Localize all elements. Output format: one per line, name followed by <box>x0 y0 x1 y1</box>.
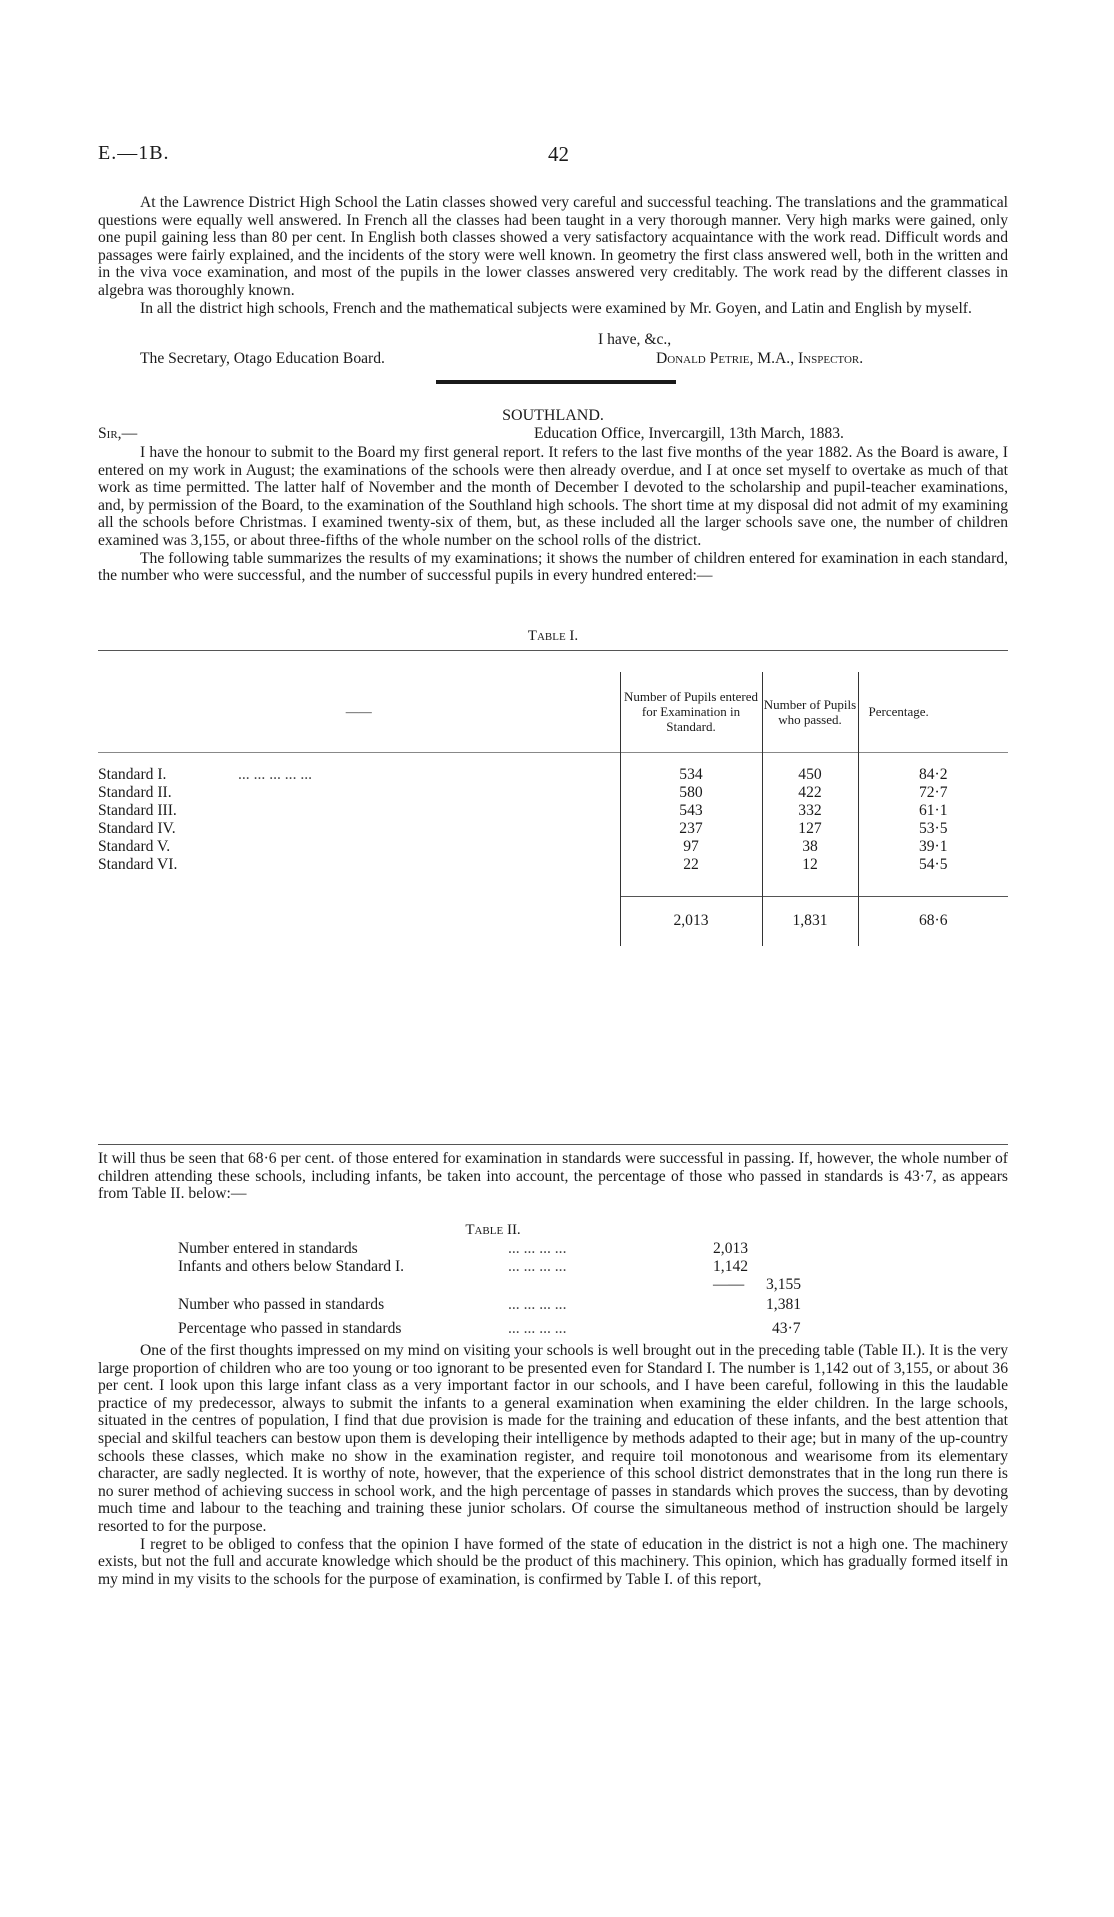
table1-bottom-rule <box>98 1144 1008 1145</box>
value-b: 3,155 <box>766 1276 802 1293</box>
table1-header-row <box>98 672 1008 752</box>
leader-dots: ... ... ... ... <box>508 1240 567 1257</box>
paragraph: The following table summarizes the results of my examinations; it shows the number of children entered for examination in each standard, the number who were successful, and the number of successful pupils in every hundred entered:— <box>98 549 1008 585</box>
paragraph: It will thus be seen that 68·6 per cent. of those entered for examination in standards were successful in passing. If, however, the whole number of children attending these schools, including infants, be taken into account, the percentage of those who passed in standards is 43·7, as appears from Table II. below:— <box>98 1150 1008 1203</box>
cell-percentage: 84·2 <box>858 766 1008 784</box>
row-label: Number who passed in standards <box>178 1296 385 1313</box>
col-header-percentage: Percentage. <box>858 672 1008 752</box>
row-label: Standard VI. <box>98 856 178 873</box>
leader-dots: ... ... ... ... <box>508 1320 567 1337</box>
table-row <box>98 766 1008 784</box>
leader-dots: ... ... ... ... <box>508 1296 567 1313</box>
addressee: The Secretary, Otago Education Board. <box>140 350 385 367</box>
salutation-line <box>98 425 1008 443</box>
cell-entered: 543 <box>620 802 762 820</box>
cell-percentage: 61·1 <box>858 802 1008 820</box>
cell-percentage: 54·5 <box>858 856 1008 874</box>
closing: I have, &c., <box>598 331 672 348</box>
row-label: Standard V. <box>98 838 171 855</box>
cell-passed: 38 <box>762 838 858 856</box>
paragraph: At the Lawrence District High School the Latin classes showed very careful and successful teaching. The translations and the grammatical questions were equally well answered. In French all the classes had been taught in a very thorough manner. Very high marks were gained, only one pupil gaining less than 80 per cent. In English both classes showed a very satisfactory acquaintance with the work read. Difficult words and passages were fairly explained, and the incidents of the story were well known. In geometry the first class answered well, both in the written and in the viva voce examination, and most of the pupils in the lower classes answered very creditably. The work read by the different classes in algebra was thoroughly known. <box>98 194 1008 299</box>
cell-percentage: 53·5 <box>858 820 1008 838</box>
cell-passed: 127 <box>762 820 858 838</box>
total-entered: 2,013 <box>620 896 762 946</box>
leader-dots: ... ... ... ... <box>508 1258 567 1275</box>
leader-dots: ... ... ... ... ... <box>238 766 313 783</box>
row-label: Standard III. <box>98 802 177 819</box>
table1-top-rule <box>98 650 1008 651</box>
cell-entered: 580 <box>620 784 762 802</box>
value-a: 1,142 <box>713 1258 749 1275</box>
table-row <box>98 838 1008 856</box>
total-percentage: 68·6 <box>858 896 1008 946</box>
after-table1 <box>98 1150 1008 1203</box>
discussion <box>98 1342 1008 1588</box>
table-row <box>98 784 1008 802</box>
table-row <box>178 1240 878 1260</box>
page-header <box>98 142 1008 170</box>
blank-header: —— <box>345 704 372 720</box>
table1 <box>98 672 1008 946</box>
salutation: Sir,— <box>98 425 138 442</box>
table-row <box>178 1320 878 1340</box>
table-row <box>178 1276 878 1296</box>
table-row <box>178 1258 878 1278</box>
cell-passed: 332 <box>762 802 858 820</box>
table-row <box>98 820 1008 838</box>
table-row <box>98 856 1008 874</box>
cell-entered: 97 <box>620 838 762 856</box>
closing-line <box>98 331 1008 349</box>
otago-report-end <box>98 194 1008 317</box>
cell-percentage: 72·7 <box>858 784 1008 802</box>
table1-totals-row <box>98 896 1008 946</box>
cell-passed: 12 <box>762 856 858 874</box>
southland-intro <box>98 444 1008 585</box>
col-header-passed: Number of Pupils who passed. <box>762 672 858 752</box>
row-label: Standard II. <box>98 784 172 801</box>
subtotal-rule: —— <box>713 1276 745 1293</box>
total-passed: 1,831 <box>762 896 858 946</box>
cell-percentage: 39·1 <box>858 838 1008 856</box>
table-row <box>98 802 1008 820</box>
table1-caption: Table I. <box>527 628 579 644</box>
signature-line <box>98 350 1008 368</box>
value-a: 2,013 <box>713 1240 749 1257</box>
row-label: Standard IV. <box>98 820 176 837</box>
paragraph: One of the first thoughts impressed on my mind on visiting your schools is well brought out in the preceding table (Table II.). It is the very large proportion of children who are too young or too ignorant to be presented even for Standard I. The number is 1,142 out of 3,155, or about 36 per cent. I look upon this large infant class as a very important factor in our schools, and I have been careful, following in this the laudable practice of my predecessor, always to submit the infants to a general examination when examining the elder children. In the large schools, situated in the centres of population, I find that due provision is made for the training and education of these infants, and the best attention that special and skilful teachers can bestow upon them is developing their intelligence by methods adapted to their age; but in many of the up-country schools these classes, which make no show in the examination register, and require toil monotonous and wearisome from its elementary character, are sadly neglected. It is worthy of note, however, that the experience of this school district demonstrates that in the long run there is no surer method of achieving success in school work, and the high percentage of passes in standards which proves the success, than by devoting much time and labour to the teaching and training these junior scholars. Of course the simultaneous method of instruction should be largely resorted to for the purpose. <box>98 1342 1008 1535</box>
report-code: E.—1B. <box>98 142 170 164</box>
cell-entered: 22 <box>620 856 762 874</box>
row-label: Standard I. <box>98 766 167 783</box>
row-label: Infants and others below Standard I. <box>178 1258 405 1275</box>
row-label: Number entered in standards <box>178 1240 358 1257</box>
cell-passed: 422 <box>762 784 858 802</box>
value-b: 43·7 <box>772 1320 801 1337</box>
value-b: 1,381 <box>766 1296 802 1313</box>
paragraph: I have the honour to submit to the Board my first general report. It refers to the last five months of the year 1882. As the Board is aware, I entered on my work in August; the examinations of the schools were then already overdue, and I at once set myself to overtake as much of that work as time permitted. The latter half of November and the month of December I devoted to the scholarship and pupil-teacher examinations, and, by permission of the Board, to the examination of the Southland high schools. The short time at my disposal did not admit of my examining all the schools before Christmas. I examined twenty-six of them, but, as these included all the larger schools save one, the number of children examined was 3,155, or about three-fifths of the whole number on the school rolls of the district. <box>98 444 1008 549</box>
cell-passed: 450 <box>762 766 858 784</box>
dateline: Education Office, Invercargill, 13th March, 1883. <box>534 425 844 442</box>
section-divider <box>436 380 676 384</box>
table2-caption: Table II. <box>465 1222 521 1238</box>
cell-entered: 237 <box>620 820 762 838</box>
signature: Donald Petrie, M.A., Inspector. <box>656 350 864 367</box>
row-label: Percentage who passed in standards <box>178 1320 402 1337</box>
section-title: SOUTHLAND. <box>502 407 604 424</box>
table-row <box>178 1296 878 1316</box>
page-number: 42 <box>548 142 569 166</box>
col-header-entered: Number of Pupils entered for Examination in Standard. <box>620 672 762 752</box>
cell-entered: 534 <box>620 766 762 784</box>
paragraph: In all the district high schools, French and the mathematical subjects were examined by Mr. Goyen, and Latin and English by myself. <box>140 299 972 317</box>
paragraph: I regret to be obliged to confess that the opinion I have formed of the state of education in the district is not a high one. The machinery exists, but not the full and accurate knowledge which should be the product of this machinery. This opinion, which has gradually formed itself in my mind in my visits to the schools for the purpose of examination, is confirmed by Table I. of this report, <box>98 1535 1008 1588</box>
